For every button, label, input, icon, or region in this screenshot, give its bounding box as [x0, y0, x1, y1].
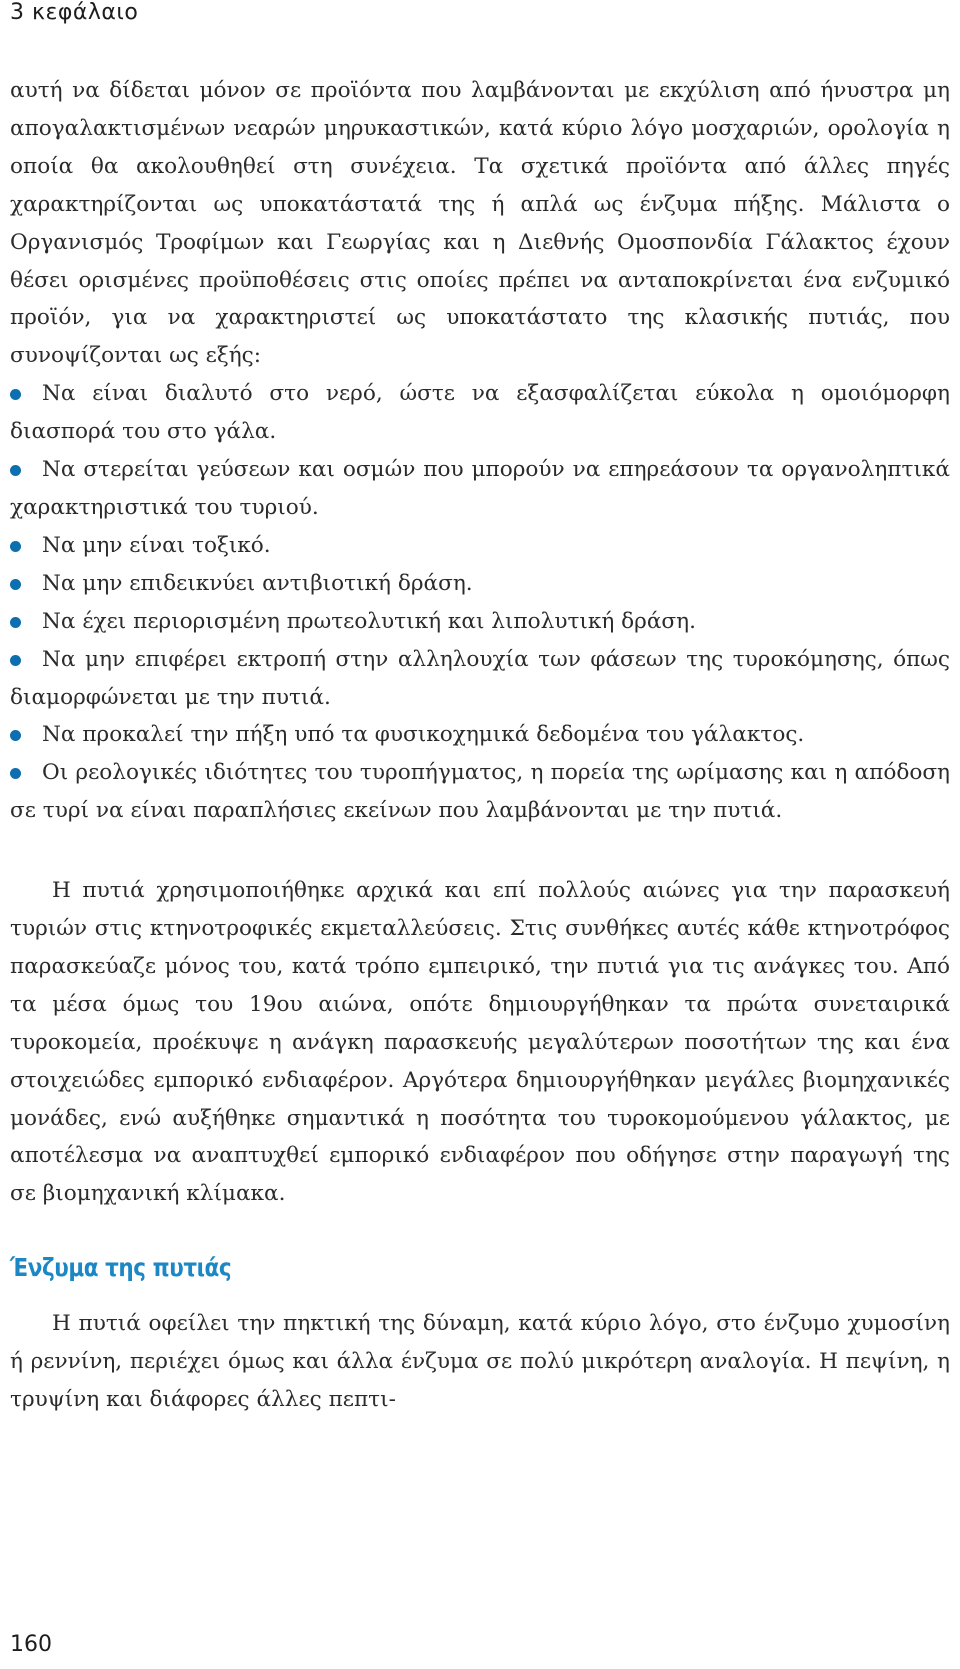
- page-body: [10, 72, 950, 1419]
- list-item: [10, 716, 950, 754]
- list-item: [10, 603, 950, 641]
- bullet-icon: [10, 655, 21, 666]
- list-item: [10, 375, 950, 451]
- intro-paragraph: αυτή να δίδεται μόνον σε προϊόντα που λαμβάνονται με εκχύλιση από ήνυστρα μη απογαλακτισμένων νεαρών μηρυκαστικών, κατά κύριο λόγο μοσχαριών, ορολογία η οποία θα ακολουθηθεί στη συνέχεια. Τα σχετικά προϊόντα από άλλες πηγές χαρακτηρίζονται ως υποκατάστατά της ή απλά ως ένζυμα πήξης. Μάλιστα ο Οργανισμός Τροφίμων και Γεωργίας και η Διεθνής Ομοσπονδία Γάλακτος έχουν θέσει ορισμένες προϋποθέσεις στις οποίες πρέπει να ανταποκρίνεται ένα ενζυμικό προϊόν, για να χαρακτηριστεί ως υποκατάστατο της κλασικής πυτιάς, που συνοψίζονται ως εξής:: [10, 78, 950, 369]
- bullet-icon: [10, 579, 21, 590]
- page-number: 160: [10, 1632, 52, 1657]
- running-header: 3 κεφάλαιο: [10, 0, 139, 25]
- bullet-icon: [10, 389, 21, 400]
- list-item: [10, 451, 950, 527]
- bullet-icon: [10, 730, 21, 741]
- bullet-icon: [10, 465, 21, 476]
- paragraph-spacer: [10, 830, 950, 872]
- bullet-icon: [10, 768, 21, 779]
- list-item: [10, 754, 950, 830]
- list-item: [10, 565, 950, 603]
- list-item: [10, 527, 950, 565]
- list-item-text: Να στερείται γεύσεων και οσμών που μπορούν να επηρεάσουν τα οργανοληπτικά χαρακτηριστικά του τυριού.: [10, 457, 950, 520]
- bullet-icon: [10, 617, 21, 628]
- list-item-text: Να μην επιδεικνύει αντιβιοτική δράση.: [42, 570, 473, 596]
- list-item-text: Να προκαλεί την πήξη υπό τα φυσικοχημικά δεδομένα του γάλακτος.: [42, 722, 805, 748]
- list-item-text: Να μην είναι τοξικό.: [42, 532, 271, 558]
- section-heading: Ένζυμα της πυτιάς: [10, 1253, 232, 1283]
- bullet-icon: [10, 541, 21, 552]
- history-paragraph: Η πυτιά χρησιμοποιήθηκε αρχικά και επί πολλούς αιώνες για την παρασκευή τυριών στις κτηνοτροφικές εκμεταλλεύσεις. Στις συνθήκες αυτές κάθε κτηνοτρόφος παρασκεύαζε μόνος του, κατά τρόπο εμπειρικό, την πυτιά για τις ανάγκες του. Από τα μέσα όμως του 19ου αιώνα, οπότε δημιουργήθηκαν τα πρώτα συνεταιρικά τυροκομεία, προέκυψε η ανάγκη παρασκευής μεγαλύτερων ποσοτήτων της και ένα στοιχειώδες εμπορικό ενδιαφέρον. Αργότερα δημιουργήθηκαν μεγάλες βιομηχανικές μονάδες, ενώ αυξήθηκε σημαντικά η ποσότητα του τυροκομούμενου γάλακτος, με αποτέλεσμα να αναπτυχθεί εμπορικό ενδιαφέρον που οδήγησε στην παραγωγή της σε βιομηχανική κλίμακα.: [10, 878, 950, 1207]
- list-item-text: Να είναι διαλυτό στο νερό, ώστε να εξασφαλίζεται εύκολα η ομοιόμορφη διασπορά του στο γάλα.: [10, 381, 950, 445]
- list-item: [10, 641, 950, 717]
- section-paragraph: Η πυτιά οφείλει την πηκτική της δύναμη, κατά κύριο λόγο, στο ένζυμο χυμοσίνη ή ρεννίνη, περιέχει όμως και άλλα ένζυμα σε πολύ μικρότερη αναλογία. Η πεψίνη, η τρυψίνη και διάφορες άλλες πεπτι-: [10, 1311, 950, 1413]
- list-item-text: Οι ρεολογικές ιδιότητες του τυροπήγματος, η πορεία της ωρίμασης και η απόδοση σε τυρί να είναι παραπλήσιες εκείνων που λαμβάνονται με την πυτιά.: [10, 760, 950, 824]
- list-item-text: Να έχει περιορισμένη πρωτεολυτική και λιπολυτική δράση.: [42, 608, 696, 634]
- requirements-list: [10, 375, 950, 830]
- list-item-text: Να μην επιφέρει εκτροπή στην αλληλουχία των φάσεων της τυροκόμησης, όπως διαμορφώνεται με την πυτιά.: [10, 646, 950, 710]
